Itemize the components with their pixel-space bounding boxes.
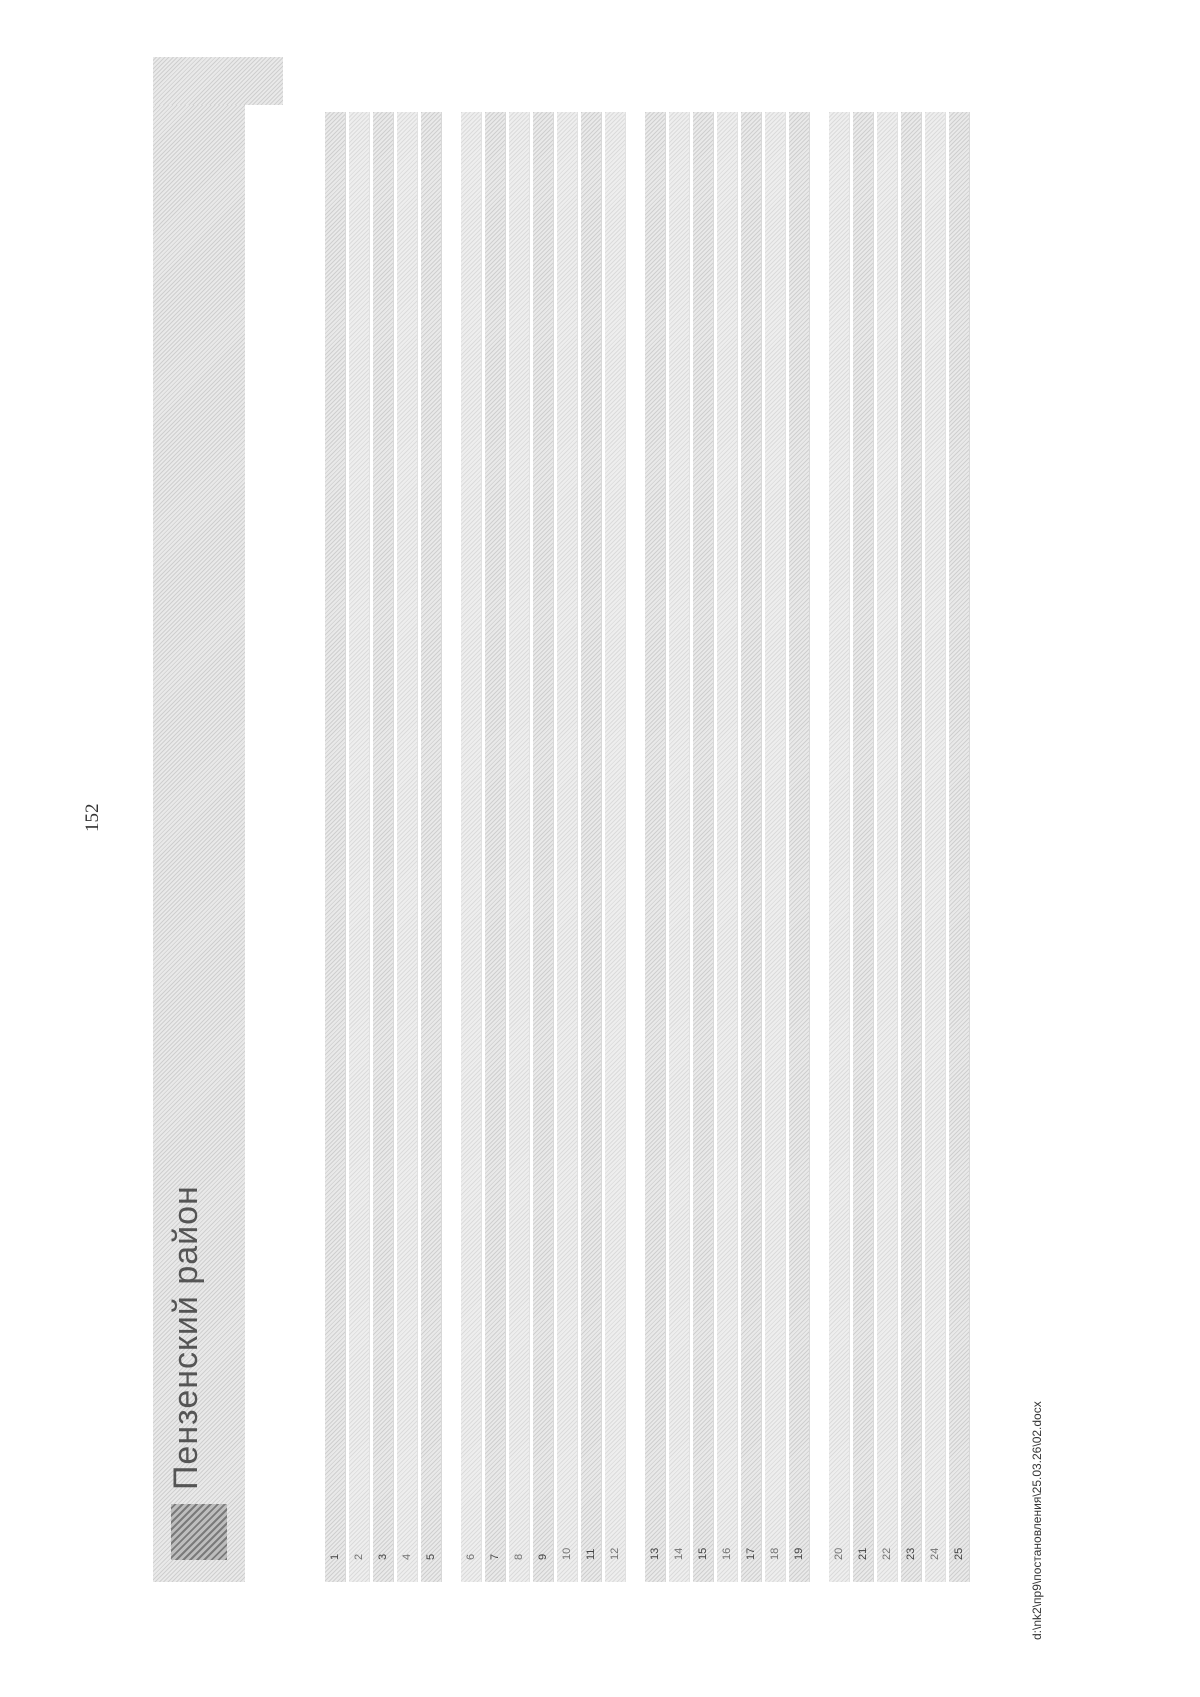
footer-file-path: d:\nk2\пр9\постановления\25.03.26\02.docx	[1030, 1401, 1044, 1640]
table-row	[325, 112, 346, 1582]
table-row	[949, 112, 970, 1582]
table-row	[509, 112, 530, 1582]
table-row	[397, 112, 418, 1582]
table-row	[741, 112, 762, 1582]
row-number: 20	[833, 1547, 845, 1560]
page-number: 152	[82, 803, 103, 832]
table-row	[853, 112, 874, 1582]
row-divider	[849, 112, 850, 1582]
row-divider	[921, 112, 922, 1582]
row-divider	[969, 112, 970, 1582]
row-number: 19	[793, 1547, 805, 1560]
row-number: 17	[745, 1547, 757, 1560]
row-divider	[529, 112, 530, 1582]
row-divider	[873, 112, 874, 1582]
row-divider	[345, 112, 346, 1582]
row-divider	[369, 112, 370, 1582]
row-number: 1	[329, 1553, 341, 1560]
table-row	[645, 112, 666, 1582]
row-number: 16	[721, 1547, 733, 1560]
row-number: 9	[537, 1553, 549, 1560]
column-headers	[253, 57, 323, 1582]
table-row	[901, 112, 922, 1582]
landscape-slide	[153, 57, 993, 1582]
table-row	[605, 112, 626, 1582]
table-row	[373, 112, 394, 1582]
table-row	[877, 112, 898, 1582]
row-divider	[441, 112, 442, 1582]
row-number: 11	[585, 1548, 597, 1560]
table-row	[421, 112, 442, 1582]
table-row	[829, 112, 850, 1582]
row-number: 10	[561, 1547, 573, 1560]
row-number: 23	[905, 1547, 917, 1560]
row-divider	[945, 112, 946, 1582]
row-number: 4	[401, 1553, 413, 1560]
row-divider	[665, 112, 666, 1582]
row-divider	[897, 112, 898, 1582]
row-number: 22	[881, 1547, 893, 1560]
row-number: 15	[697, 1547, 709, 1560]
row-divider	[713, 112, 714, 1582]
table-row	[461, 112, 482, 1582]
table-row	[557, 112, 578, 1582]
row-divider	[577, 112, 578, 1582]
row-divider	[625, 112, 626, 1582]
row-divider	[393, 112, 394, 1582]
row-number: 25	[953, 1547, 965, 1560]
table-row	[717, 112, 738, 1582]
slide-title: Пензенский район	[167, 1185, 205, 1490]
row-divider	[601, 112, 602, 1582]
row-number: 2	[353, 1553, 365, 1560]
table-row	[669, 112, 690, 1582]
table-row	[693, 112, 714, 1582]
table-row	[533, 112, 554, 1582]
row-divider	[737, 112, 738, 1582]
row-divider	[761, 112, 762, 1582]
table-row	[925, 112, 946, 1582]
row-number: 14	[673, 1547, 685, 1560]
row-number: 13	[649, 1547, 661, 1560]
row-divider	[689, 112, 690, 1582]
row-divider	[505, 112, 506, 1582]
table-row	[349, 112, 370, 1582]
row-divider	[809, 112, 810, 1582]
row-divider	[553, 112, 554, 1582]
row-divider	[481, 112, 482, 1582]
row-number: 7	[489, 1553, 501, 1560]
table-row	[789, 112, 810, 1582]
row-number: 6	[465, 1553, 477, 1560]
table-row	[581, 112, 602, 1582]
row-divider	[417, 112, 418, 1582]
row-divider	[785, 112, 786, 1582]
logo-block	[171, 1504, 227, 1560]
row-number: 24	[929, 1547, 941, 1560]
table-row	[485, 112, 506, 1582]
row-number: 8	[513, 1553, 525, 1560]
row-number: 18	[769, 1547, 781, 1560]
row-number: 5	[425, 1553, 437, 1560]
slide-header	[153, 57, 245, 1582]
row-number: 12	[609, 1547, 621, 1560]
row-number: 21	[857, 1547, 869, 1560]
row-number: 3	[377, 1553, 389, 1560]
table-row	[765, 112, 786, 1582]
